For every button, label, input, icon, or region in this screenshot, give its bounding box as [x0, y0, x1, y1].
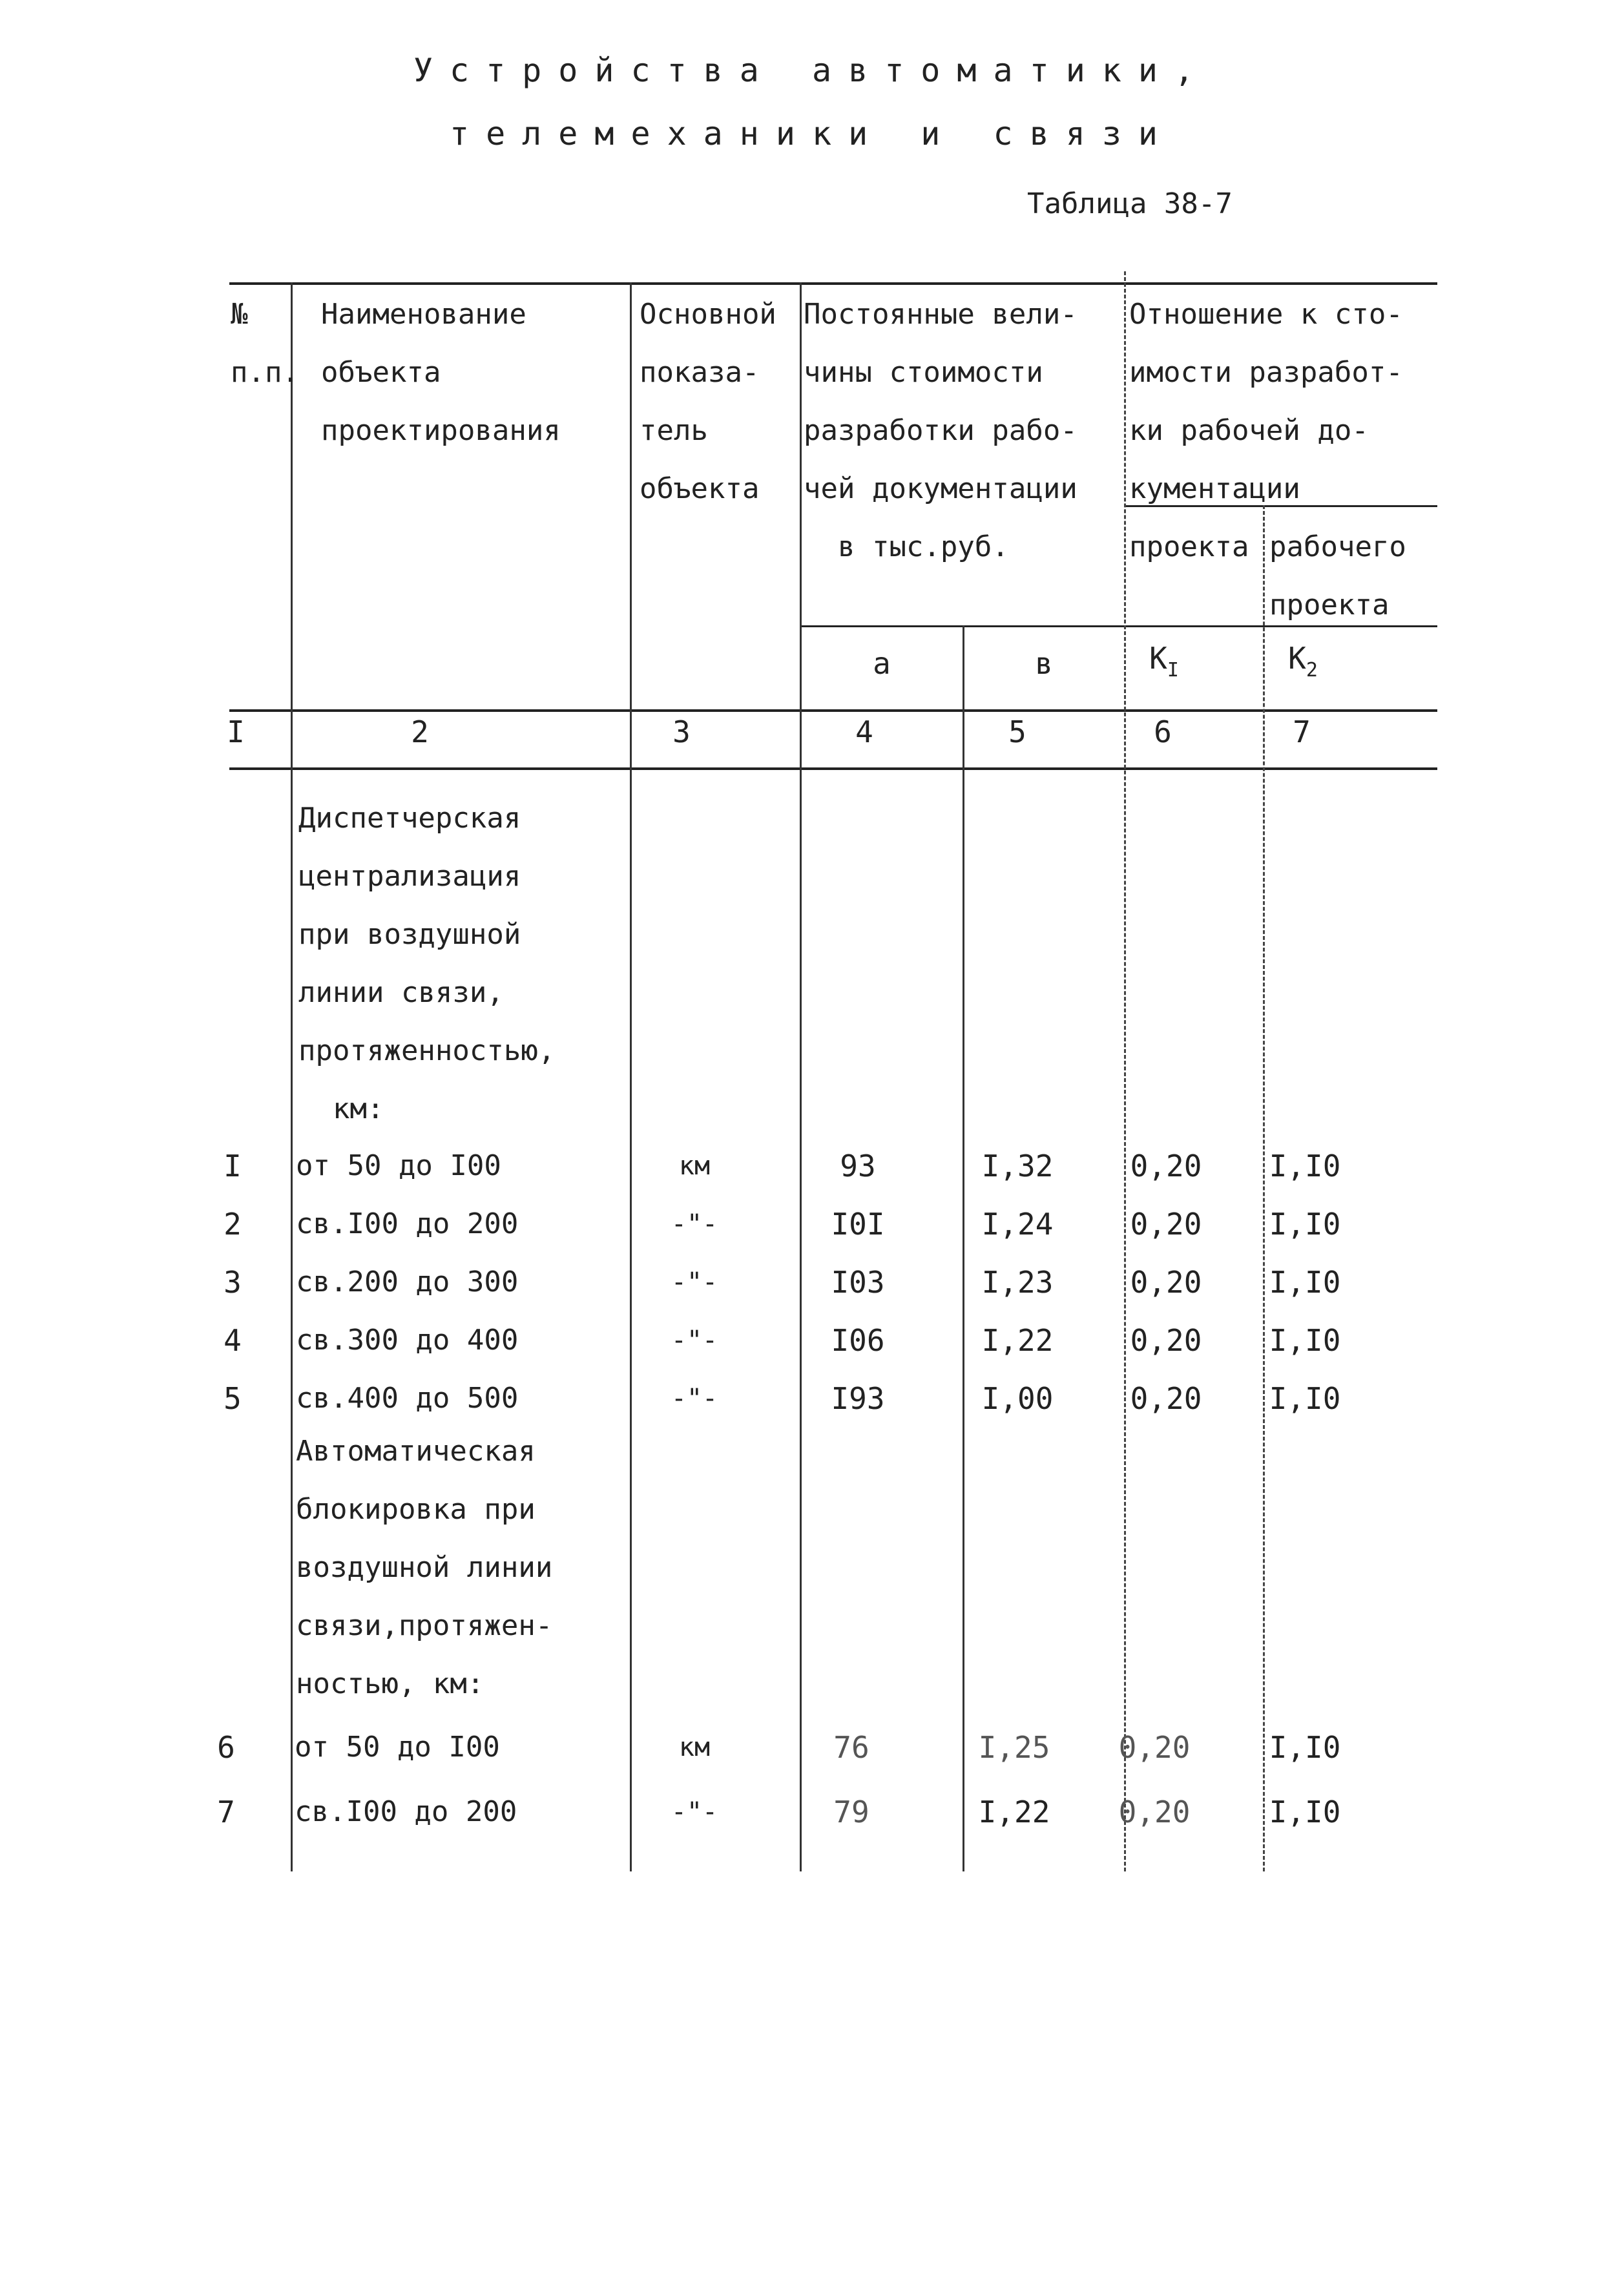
header-working-project: рабочего проекта — [1269, 530, 1406, 621]
document-heading-line-1: Устройства автоматики, — [413, 52, 1211, 89]
row-name: св.I00 до 200 — [295, 1795, 517, 1828]
section-title-automatic-blocking: Автоматическая блокировка при воздушной линии связи,протяжен- ностью, км: — [296, 1435, 553, 1700]
col-divider-4 — [963, 625, 964, 1871]
header-a: а — [873, 646, 891, 681]
row-value-a: 79 — [833, 1795, 869, 1829]
header-constants: Постоянные вели- чины стоимости разработки рабо- чей документации в тыс.руб. — [804, 298, 1077, 563]
column-number-3: 3 — [672, 714, 691, 749]
row-value-k1: 0,20 — [1118, 1795, 1191, 1829]
row-value-k2: I,I0 — [1269, 1795, 1341, 1829]
column-number-6: 6 — [1154, 714, 1172, 749]
row-number: 7 — [217, 1795, 235, 1829]
row-unit: -"- — [671, 1267, 718, 1297]
row-value-a: 76 — [833, 1730, 869, 1765]
column-number-5: 5 — [1008, 714, 1026, 749]
row-value-b: I,23 — [981, 1265, 1054, 1300]
header-project: проекта — [1129, 530, 1249, 563]
row-value-b: I,22 — [981, 1323, 1054, 1358]
row-name: от 50 до I00 — [296, 1149, 501, 1182]
row-name: св.I00 до 200 — [296, 1207, 519, 1240]
header-num: № п.п. — [231, 298, 299, 389]
row-value-b: I,24 — [981, 1207, 1054, 1242]
column-number-7: 7 — [1293, 714, 1311, 749]
column-number-2: 2 — [411, 714, 429, 749]
row-unit: км — [678, 1733, 711, 1762]
row-value-k2: I,I0 — [1269, 1265, 1341, 1300]
k1-subscript: I — [1167, 659, 1179, 682]
row-name: от 50 до I00 — [295, 1731, 500, 1764]
col-divider-5 — [1124, 271, 1126, 1871]
row-value-k2: I,I0 — [1269, 1207, 1341, 1242]
row-value-a: I93 — [831, 1381, 885, 1416]
row-value-k1: 0,20 — [1130, 1323, 1202, 1358]
k2-subscript: 2 — [1306, 659, 1318, 682]
row-value-k2: I,I0 — [1269, 1730, 1341, 1765]
section-title-dispatch-centralization: Диспетчерская централизация при воздушной линии связи, протяженностью, км: — [298, 802, 556, 1125]
row-value-a: I06 — [831, 1323, 885, 1358]
k1-symbol: K — [1149, 641, 1167, 676]
header-ratio: Отношение к сто- имости разработ- ки рабочей до- кументации — [1129, 298, 1403, 505]
header-b: в — [1035, 646, 1053, 681]
column-numbers-rule — [229, 767, 1437, 770]
row-value-b: I,25 — [978, 1730, 1050, 1765]
row-number: I — [224, 1149, 242, 1183]
row-unit: -"- — [671, 1209, 718, 1239]
row-unit: -"- — [671, 1326, 718, 1355]
table-caption: Таблица 38-7 — [1027, 187, 1233, 220]
col-divider-2 — [630, 282, 632, 1871]
row-value-b: I,00 — [981, 1381, 1054, 1416]
table-top-rule — [229, 282, 1437, 285]
row-name: св.300 до 400 — [296, 1324, 519, 1357]
row-unit: -"- — [671, 1384, 718, 1413]
col-divider-6 — [1263, 505, 1265, 1871]
row-value-b: I,32 — [981, 1149, 1054, 1183]
col-divider-3 — [800, 282, 802, 1871]
row-number: 3 — [224, 1265, 242, 1300]
row-number: 5 — [224, 1381, 242, 1416]
col-divider-1 — [291, 282, 293, 1871]
row-name: св.200 до 300 — [296, 1265, 519, 1298]
row-value-a: I0I — [831, 1207, 885, 1242]
row-value-a: I03 — [831, 1265, 885, 1300]
header-name: Наименование объекта проектирования — [321, 298, 561, 447]
row-value-a: 93 — [840, 1149, 876, 1183]
header-bottom-rule — [229, 709, 1437, 712]
row-value-k1: 0,20 — [1130, 1265, 1202, 1300]
row-value-k1: 0,20 — [1118, 1730, 1191, 1765]
row-unit: -"- — [671, 1797, 718, 1827]
row-value-k2: I,I0 — [1269, 1323, 1341, 1358]
row-value-k2: I,I0 — [1269, 1381, 1341, 1416]
row-value-k1: 0,20 — [1130, 1207, 1202, 1242]
k2-symbol: K — [1288, 641, 1306, 676]
row-value-k1: 0,20 — [1130, 1149, 1202, 1183]
row-number: 2 — [224, 1207, 242, 1242]
row-unit: км — [678, 1151, 711, 1181]
row-value-k1: 0,20 — [1130, 1381, 1202, 1416]
row-value-k2: I,I0 — [1269, 1149, 1341, 1183]
row-number: 6 — [217, 1730, 235, 1765]
document-heading-line-2: телемеханики и связи — [449, 115, 1175, 152]
row-number: 4 — [224, 1323, 242, 1358]
column-number-4: 4 — [855, 714, 873, 749]
header-k1 — [1125, 643, 1203, 685]
row-name: св.400 до 500 — [296, 1382, 519, 1415]
header-indicator: Основной показа- тель объекта — [640, 298, 776, 505]
header-k2 — [1264, 643, 1342, 685]
column-number-1: I — [227, 714, 245, 749]
row-value-b: I,22 — [978, 1795, 1050, 1829]
